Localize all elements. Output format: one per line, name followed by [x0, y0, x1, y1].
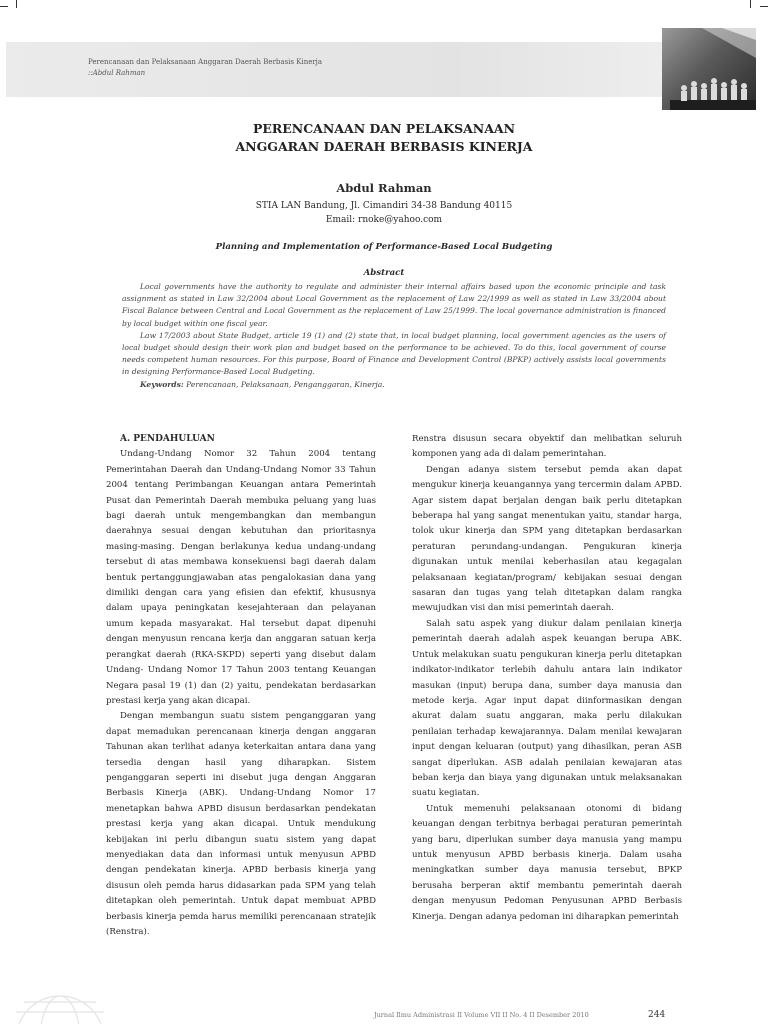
- body-paragraph: Renstra disusun secara obyektif dan melibatkan seluruh komponen yang ada di dalam pemerintahan.: [412, 434, 682, 460]
- body-paragraph: Dengan membangun suatu sistem penganggaran yang dapat memadukan perencanaan kinerja dengan anggaran Tahunan akan terlihat adanya keterkaitan antara dana yang tersedia dengan hasil yang diharapkan. Sistem penganggaran seperti ini disebut juga dengan Anggaran Berbasis Kinerja (ABK). Undang-Undang Nomor 17 menetapkan bahwa APBD disusun berdasarkan pendekatan prestasi kerja yang akan dicapai. Untuk mendukung kebijakan ini perlu dibangun suatu sistem yang dapat menyediakan data dan informasi untuk menyusun APBD dengan pendekatan kinerja. APBD berbasis kinerja yang disusun oleh pemda harus didasarkan pada SPM yang telah ditetapkan oleh pemerintah. Untuk dapat membuat APBD berbasis kinerja pemda harus memiliki perencanaan stratejik (Renstra).: [106, 711, 376, 937]
- right-column: [412, 432, 682, 925]
- keywords-text: Perencanaan, Pelaksanaan, Penganggaran, Kinerja.: [186, 379, 385, 389]
- section-heading: A. PENDAHULUAN: [120, 434, 215, 444]
- body-paragraph: Untuk memenuhi pelaksanaan otonomi di bidang keuangan dengan terbitnya berbagai peraturan pemerintah yang baru, diperlukan sumber daya manusia yang mampu untuk menyusun APBD berbasis kinerja. Dalam usaha meningkatkan sumber daya manusia tersebut, BPKP berusaha berperan aktif membantu pemerintah daerah dengan menyusun Pedoman Penyusunan APBD Berbasis Kinerja. Dengan adanya pedoman ini diharapkan pemerintah: [412, 803, 682, 922]
- affiliation: STIA LAN Bandung, Jl. Cimandiri 34-38 Bandung 40115: [255, 201, 513, 211]
- crop-mark: [16, 0, 17, 8]
- crop-mark: [0, 6, 8, 7]
- english-title: Planning and Implementation of Performance-Based Local Budgeting: [215, 242, 553, 252]
- email: Email: rnoke@yahoo.com: [325, 215, 443, 225]
- page-number: 244: [648, 1010, 666, 1020]
- crop-mark: [760, 6, 768, 7]
- journal-footer: Jurnal Ilmu Administrasi II Volume VII II No. 4 II Desember 2010: [374, 1011, 589, 1019]
- abstract-paragraph: Law 17/2003 about State Budget, article 19 (1) and (2) state that, in local budget planning, local government agencies as the users of local budget should design their work plan and budget based on the performance to be achieved. To do this, local government of course needs competent human resources. For this purpose, Board of Finance and Development Control (BPKP) actively assists local governments in designing Performance-Based Local Budgeting.: [122, 330, 666, 377]
- body-paragraph: Salah satu aspek yang diukur dalam penilaian kinerja pemerintah daerah adalah aspek keuangan berupa ABK. Untuk melakukan suatu pengukuran kinerja perlu ditetapkan indikator-indikator terlebih dahulu antara lain indikator masukan (input) berupa dana, sumber daya manusia dan metode kerja. Agar input dapat diinformasikan dengan akurat dalam suatu anggaran, maka perlu dilakukan penilaian terhadap kewajarannya. Dalam menilai kewajaran input dengan keluaran (output) yang dihasilkan, peran ASB sangat diperlukan. ASB adalah penilaian kewajaran atas beban kerja dan biaya yang digunakan untuk melaksanakan suatu kegiatan.: [412, 618, 682, 799]
- author-name: Abdul Rahman: [336, 181, 432, 195]
- body-paragraph: Undang-Undang Nomor 32 Tahun 2004 tentang Pemerintahan Daerah dan Undang-Undang Nomor 33 Tahun 2004 tentang Perimbangan Keuangan antara Pemerintah Pusat dan Pemerintah Daerah membuka peluang yang luas bagi daerah untuk mengembangkan dan membangun daerahnya sesuai dengan kebutuhan dan prioritasnya masing-masing. Dengan berlakunya kedua undang-undang tersebut di atas membawa konsekuensi bagi daerah dalam bentuk pertanggungjawaban atas pengalokasian dana yang dimiliki dengan cara yang efisien dan efektif, khususnya dalam upaya peningkatan kesejahteraan dan pelayanan umum kepada masyarakat. Hal tersebut dapat dipenuhi dengan menyusun rencana kerja dan anggaran satuan kerja perangkat daerah (RKA-SKPD) seperti yang disebut dalam Undang- Undang Nomor 17 Tahun 2003 tentang Keuangan Negara pasal 19 (1) dan (2) yaitu, pendekatan berdasarkan prestasi kerja yang akan dicapai.: [106, 449, 376, 706]
- header-photo: [662, 28, 756, 110]
- body-paragraph: Dengan adanya sistem tersebut pemda akan dapat mengukur kinerja keuangannya yang tercermin dalam APBD. Agar sistem dapat berjalan dengan baik perlu ditetapkan beberapa hal yang sangat menentukan yaitu, standar harga, tolok ukur kinerja dan SPM yang ditetapkan berdasarkan peraturan perundang-undangan. Pengukuran kinerja digunakan untuk menilai keberhasilan atau kegagalan pelaksanaan kegiatan/program/ kebijakan sesuai dengan sasaran dan tugas yang telah ditetapkan dalam rangka mewujudkan visi dan misi pemerintah daerah.: [412, 464, 682, 614]
- keywords-label: Keywords:: [140, 379, 184, 389]
- crop-mark: [750, 0, 751, 8]
- abstract: [122, 281, 666, 391]
- running-author: ::Abdul Rahman: [88, 69, 146, 77]
- globe-watermark-icon: [0, 992, 120, 1024]
- left-column: [106, 432, 376, 940]
- running-title: Perencanaan dan Pelaksanaan Anggaran Daerah Berbasis Kinerja: [88, 58, 323, 66]
- paper-title-line2: ANGGARAN DAERAH BERBASIS KINERJA: [235, 139, 533, 154]
- paper-title-line1: PERENCANAAN DAN PELAKSANAAN: [252, 121, 516, 136]
- abstract-paragraph: Local governments have the authority to regulate and administer their internal affairs based upon the economic principle and task assignment as stated in Law 32/2004 about Local Government as the replacement of Law 22/1999 as well as stated in Law 33/2004 about Fiscal Balance between Central and Local Government as the replacement of Law 25/1999. The local governance administration is financed by local budget within one fiscal year.: [122, 282, 666, 328]
- abstract-heading: Abstract: [363, 268, 405, 278]
- keywords: [122, 379, 666, 391]
